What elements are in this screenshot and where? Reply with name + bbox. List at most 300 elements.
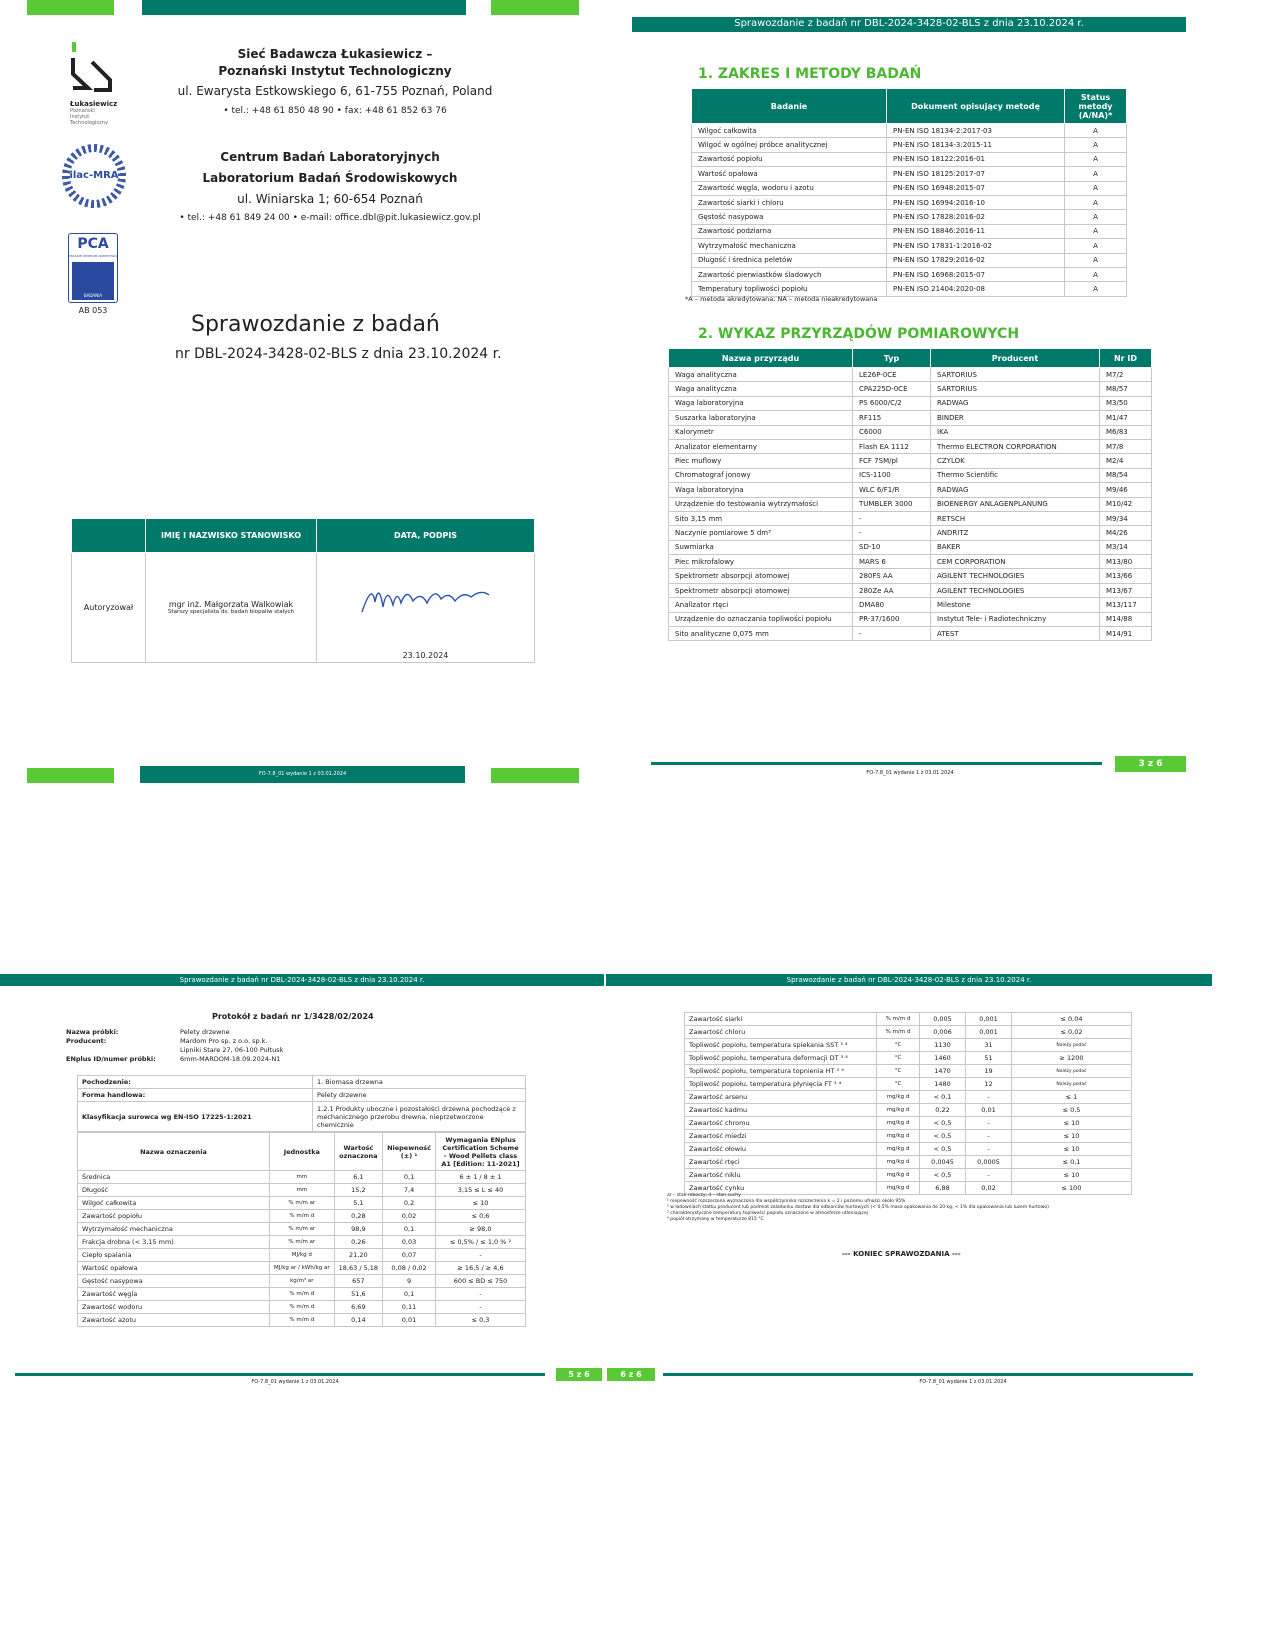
result-cell: Topliwość popiołu, temperatura topnienia HT ³ ⁴ — [685, 1065, 877, 1078]
methods-cell: PN-EN ISO 18125:2017-07 — [887, 167, 1065, 181]
result-cell: 12 — [966, 1078, 1012, 1091]
result-cell: ≥ 98,0 — [436, 1223, 526, 1236]
p3-footer-line — [651, 762, 1102, 765]
result-cell: 6,88 — [920, 1182, 966, 1195]
info-value-0: 1. Biomasa drzewna — [313, 1076, 526, 1089]
instrument-cell: LE26P-0CE — [853, 368, 931, 382]
instrument-cell: Waga laboratoryjna — [669, 396, 853, 410]
result-cell: % m/m d — [877, 1026, 920, 1039]
result-cell: ≤ 10 — [1012, 1130, 1132, 1143]
result-cell: ≤ 0,02 — [1012, 1026, 1132, 1039]
result-row — [78, 1210, 526, 1223]
result-cell: % m/m d — [877, 1013, 920, 1026]
result-row — [78, 1301, 526, 1314]
result-cell: Wytrzymałość mechaniczna — [78, 1223, 270, 1236]
header-bar-center — [142, 0, 466, 15]
result-cell: Zawartość popiołu — [78, 1210, 270, 1223]
meta-label-0: Nazwa próbki: — [66, 1028, 119, 1036]
methods-cell: A — [1065, 282, 1127, 296]
instrument-row — [669, 526, 1152, 540]
result-cell: 0,006 — [920, 1026, 966, 1039]
p6-running-header: Sprawozdanie z badań nr DBL-2024-3428-02-BLS z dnia 23.10.2024 r. — [606, 974, 1212, 986]
instrument-cell: PR-37/1600 — [853, 612, 931, 626]
result-cell: °C — [877, 1039, 920, 1052]
result-cell: ≤ 0,3 — [436, 1314, 526, 1327]
result-cell: 6 ± 1 / 8 ± 1 — [436, 1171, 526, 1184]
instrument-cell: M13/67 — [1100, 583, 1152, 597]
result-row — [685, 1078, 1132, 1091]
result-cell: % m/m ar — [270, 1223, 335, 1236]
methods-row — [692, 224, 1127, 238]
result-row — [685, 1052, 1132, 1065]
instrument-cell: M1/47 — [1100, 411, 1152, 425]
instruments-table — [668, 348, 1152, 641]
result-cell: Należy podać — [1012, 1078, 1132, 1091]
org-line-1: Sieć Badawcza Łukasiewicz – — [237, 47, 433, 61]
instrument-row — [669, 483, 1152, 497]
instrument-cell: BINDER — [931, 411, 1100, 425]
meta-value-1: Mardom Pro sp. z o.o. sp.k. — [180, 1037, 268, 1045]
result-cell: - — [966, 1091, 1012, 1104]
result-cell: Wartość opałowa — [78, 1262, 270, 1275]
instrument-cell: Urządzenie do testowania wytrzymałości — [669, 497, 853, 511]
logo-sub-1: Poznański — [70, 108, 95, 114]
result-cell: Zawartość siarki — [685, 1013, 877, 1026]
result-cell: °C — [877, 1052, 920, 1065]
result-cell: °C — [877, 1065, 920, 1078]
instrument-cell: Piec mikrofalowy — [669, 555, 853, 569]
auth-name: mgr inż. Małgorzata Walkowiak — [168, 600, 294, 609]
instrument-row — [669, 598, 1152, 612]
result-cell: - — [966, 1130, 1012, 1143]
instrument-cell: M13/80 — [1100, 555, 1152, 569]
instrument-cell: M4/26 — [1100, 526, 1152, 540]
meta-value-3: 6mm-MARDOM-18.09.2024-N1 — [180, 1055, 281, 1063]
result-cell: 0,22 — [920, 1104, 966, 1117]
result-row — [685, 1156, 1132, 1169]
result-cell: - — [436, 1249, 526, 1262]
instrument-cell: Instytut Tele- i Radiotechniczny — [931, 612, 1100, 626]
methods-cell: A — [1065, 167, 1127, 181]
auth-header-date: DATA, PODPIS — [317, 519, 535, 553]
result-cell: °C — [877, 1078, 920, 1091]
instrument-cell: RADWAG — [931, 396, 1100, 410]
instrument-cell: M9/46 — [1100, 483, 1152, 497]
result-cell: Gęstość nasypowa — [78, 1275, 270, 1288]
instrument-row — [669, 612, 1152, 626]
methods-cell: Zawartość podziarna — [692, 224, 887, 238]
result-cell: 0,0005 — [966, 1156, 1012, 1169]
result-cell: MJ/kg d — [270, 1249, 335, 1262]
instrument-cell: - — [853, 526, 931, 540]
result-cell: 0,26 — [334, 1236, 382, 1249]
report-subtitle: nr DBL-2024-3428-02-BLS z dnia 23.10.2024 r. — [175, 346, 502, 362]
result-cell: ≤ 0,5 — [1012, 1104, 1132, 1117]
methods-note: *A – metoda akredytowana; NA – metoda nieakredytowana — [685, 295, 878, 303]
footnote: ¹ niepewność rozszerzona wyznaczona dla współczynnika rozszerzenia k = 2 i poziomu ufności około 95% — [667, 1199, 906, 1204]
result-cell: Długość — [78, 1184, 270, 1197]
methods-cell: PN-EN ISO 17831-1:2016-02 — [887, 239, 1065, 253]
t1-head-1: Dokument opisujący metodę — [887, 89, 1065, 124]
info-value-2: 1.2.1 Produkty uboczne i pozostałości drzewna pochodzące z mechanicznego przerobu drewna, nieprzetworzone chemicznie — [313, 1102, 526, 1132]
methods-row — [692, 195, 1127, 209]
org-line-4: • tel.: +48 61 850 48 90 • fax: +48 61 852 63 76 — [223, 106, 447, 116]
instrument-cell: Kalorymetr — [669, 425, 853, 439]
result-row — [685, 1039, 1132, 1052]
methods-cell: A — [1065, 124, 1127, 138]
methods-cell: A — [1065, 210, 1127, 224]
methods-cell: PN-EN ISO 16968:2015-07 — [887, 267, 1065, 281]
result-cell: < 0,5 — [920, 1143, 966, 1156]
methods-row — [692, 239, 1127, 253]
t2-head-0: Nazwa przyrządu — [669, 349, 853, 368]
result-cell: - — [436, 1301, 526, 1314]
result-cell: Topliwość popiołu, temperatura spiekania SST ³ ⁴ — [685, 1039, 877, 1052]
result-cell: mg/kg d — [877, 1130, 920, 1143]
footer-bar-center — [140, 766, 465, 783]
result-cell: ≤ 1 — [1012, 1091, 1132, 1104]
methods-cell: PN-EN ISO 21404:2020-08 — [887, 282, 1065, 296]
logo-sub-2: Instytut — [70, 114, 90, 120]
result-row — [78, 1275, 526, 1288]
result-cell: mg/kg d — [877, 1104, 920, 1117]
result-cell: mg/kg d — [877, 1156, 920, 1169]
footer-bar-left — [27, 768, 114, 783]
pca-badania: BADANIA — [83, 293, 103, 298]
result-cell: 19 — [966, 1065, 1012, 1078]
auth-position: Starszy specjalista ds. badań biopaliw stałych — [168, 609, 294, 615]
result-cell: Topliwość popiołu, temperatura płynięcia FT ³ ⁴ — [685, 1078, 877, 1091]
t2-head-1: Typ — [853, 349, 931, 368]
footnote: ³ charakterystyczne temperatury topliwości popiołu oznaczone w atmosferze utleniającej — [667, 1211, 869, 1216]
instrument-cell: ICS-1100 — [853, 468, 931, 482]
instrument-row — [669, 540, 1152, 554]
header-bar-right — [491, 0, 579, 15]
result-cell: 3,15 ≤ L ≤ 40 — [436, 1184, 526, 1197]
instrument-cell: RF115 — [853, 411, 931, 425]
p5-footer-line — [15, 1373, 545, 1376]
result-cell: < 0,5 — [920, 1117, 966, 1130]
result-cell: mg/kg d — [877, 1117, 920, 1130]
result-cell: 51 — [966, 1052, 1012, 1065]
org-line-2: Poznański Instytut Technologiczny — [218, 64, 452, 78]
p6-page-number: 6 z 6 — [607, 1368, 655, 1381]
footnote: ar – stan roboczy; d – stan suchy — [667, 1193, 741, 1198]
info-label-0: Pochodzenie: — [78, 1076, 313, 1089]
results-table-2 — [684, 1012, 1132, 1195]
instrument-row — [669, 454, 1152, 468]
methods-cell: PN-EN ISO 18846:2016-11 — [887, 224, 1065, 238]
instrument-cell: PS 6000/C/2 — [853, 396, 931, 410]
instrument-cell: - — [853, 627, 931, 641]
t1-head-0: Badanie — [692, 89, 887, 124]
auth-header-name: IMIĘ I NAZWISKO STANOWISKO — [146, 519, 317, 553]
lab-line-3: ul. Winiarska 1; 60-654 Poznań — [237, 192, 423, 206]
result-cell: 0,28 — [334, 1210, 382, 1223]
result-cell: mm — [270, 1184, 335, 1197]
instrument-cell: Chromatograf jonowy — [669, 468, 853, 482]
result-cell: 98,9 — [334, 1223, 382, 1236]
result-cell: % m/m ar — [270, 1197, 335, 1210]
instrument-cell: Suwmiarka — [669, 540, 853, 554]
methods-row — [692, 167, 1127, 181]
instrument-cell: M13/66 — [1100, 569, 1152, 583]
instrument-cell: RETSCH — [931, 511, 1100, 525]
t2-head-2: Producent — [931, 349, 1100, 368]
result-cell: 0,005 — [920, 1013, 966, 1026]
instrument-cell: SARTORIUS — [931, 382, 1100, 396]
result-cell: < 0,5 — [920, 1169, 966, 1182]
result-cell: 0,02 — [966, 1182, 1012, 1195]
p3-form-footer: FO-7.8_01 wydanie 1 z 03.01.2024 — [866, 770, 954, 776]
result-cell: 1460 — [920, 1052, 966, 1065]
p5-page-number: 5 z 6 — [556, 1368, 602, 1381]
instrument-row — [669, 382, 1152, 396]
result-cell: < 0,1 — [920, 1091, 966, 1104]
pca-text: PCA — [77, 236, 109, 252]
methods-cell: A — [1065, 195, 1127, 209]
result-cell: ≤ 10 — [1012, 1143, 1132, 1156]
result-cell: 600 ≤ BD ≤ 750 — [436, 1275, 526, 1288]
instrument-cell: M9/34 — [1100, 511, 1152, 525]
result-cell: Zawartość wodoru — [78, 1301, 270, 1314]
methods-cell: Wytrzymałość mechaniczna — [692, 239, 887, 253]
result-row — [685, 1065, 1132, 1078]
ilac-text: ilac-MRA — [69, 170, 119, 181]
instrument-row — [669, 497, 1152, 511]
accreditation-number: AB 053 — [78, 306, 108, 315]
instrument-cell: Urządzenie do oznaczania topliwości popiołu — [669, 612, 853, 626]
ilac-mra-logo — [62, 144, 126, 208]
result-cell: % m/m ar — [270, 1236, 335, 1249]
footnote: ² w ładowniach statku producent lub podmiot zaladunku dostaw dla odbiorców hurtowych (< 0,5% masa opakowania do 20 kg, < 1% dla opakowania lub luzem hurtowo) — [667, 1205, 1049, 1210]
methods-cell: A — [1065, 253, 1127, 267]
instrument-cell: CEM CORPORATION — [931, 555, 1100, 569]
pca-subtext: POLSKIE CENTRUM AKREDYTACJI — [69, 254, 118, 258]
result-cell: - — [436, 1288, 526, 1301]
result-cell: 0,01 — [966, 1104, 1012, 1117]
instrument-cell: M8/54 — [1100, 468, 1152, 482]
result-cell: 51,6 — [334, 1288, 382, 1301]
instrument-cell: AGILENT TECHNOLOGIES — [931, 569, 1100, 583]
result-cell: 0,1 — [383, 1223, 436, 1236]
meta-value-2: Lipniki Stare 27, 06-100 Pułtusk — [180, 1046, 284, 1054]
result-cell: Zawartość cynku — [685, 1182, 877, 1195]
result-cell: ≥ 16,5 / ≥ 4,6 — [436, 1262, 526, 1275]
authorization-table — [71, 518, 535, 663]
p5-form-footer: FO-7.8_01 wydanie 1 z 03.01.2024 — [251, 1379, 339, 1385]
methods-cell: Wilgoć całkowita — [692, 124, 887, 138]
result-cell: Zawartość chromu — [685, 1117, 877, 1130]
result-cell: ≤ 0,5% / ≤ 1,0 % ² — [436, 1236, 526, 1249]
result-row — [78, 1236, 526, 1249]
methods-cell: Wilgoć w ogólnej próbce analitycznej — [692, 138, 887, 152]
instrument-cell: Waga analityczna — [669, 368, 853, 382]
methods-cell: PN-EN ISO 16948:2015-07 — [887, 181, 1065, 195]
instrument-cell: TUMBLER 3000 — [853, 497, 931, 511]
p3-running-header: Sprawozdanie z badań nr DBL-2024-3428-02-BLS z dnia 23.10.2024 r. — [632, 17, 1186, 32]
instrument-cell: MARS 6 — [853, 555, 931, 569]
result-cell: ≤ 0,1 — [1012, 1156, 1132, 1169]
result-cell: 0,07 — [383, 1249, 436, 1262]
lab-line-4: • tel.: +48 61 849 24 00 • e-mail: office.dbl@pit.lukasiewicz.gov.pl — [179, 213, 481, 223]
result-cell: 18,63 / 5,18 — [334, 1262, 382, 1275]
result-row — [685, 1130, 1132, 1143]
result-cell: % m/m d — [270, 1210, 335, 1223]
methods-cell: Zawartość pierwiastków śladowych — [692, 267, 887, 281]
result-cell: mg/kg d — [877, 1182, 920, 1195]
result-row — [685, 1169, 1132, 1182]
result-cell: 1480 — [920, 1078, 966, 1091]
methods-cell: PN-EN ISO 18134-2:2017-03 — [887, 124, 1065, 138]
instrument-cell: Spektrometr absorpcji atomowej — [669, 583, 853, 597]
instrument-cell: DMA80 — [853, 598, 931, 612]
methods-cell: A — [1065, 239, 1127, 253]
result-cell: mm — [270, 1171, 335, 1184]
instrument-cell: M14/88 — [1100, 612, 1152, 626]
instrument-cell: CPA225D-0CE — [853, 382, 931, 396]
instrument-cell: M7/2 — [1100, 368, 1152, 382]
instrument-cell: Thermo ELECTRON CORPORATION — [931, 439, 1100, 453]
info-value-1: Pelety drzewne — [313, 1089, 526, 1102]
instrument-cell: ATEST — [931, 627, 1100, 641]
results-table-1 — [77, 1132, 526, 1327]
result-cell: 0,001 — [966, 1013, 1012, 1026]
instrument-cell: M8/57 — [1100, 382, 1152, 396]
p1-form-footer: FO-7.8_01 wydanie 1 z 03.01.2024 — [258, 771, 347, 777]
result-cell: 15,2 — [334, 1184, 382, 1197]
instrument-cell: M3/14 — [1100, 540, 1152, 554]
t5-head-3: Niepewność (±) ¹ — [383, 1133, 436, 1171]
methods-row — [692, 253, 1127, 267]
result-cell: kg/m³ ar — [270, 1275, 335, 1288]
p5-running-header: Sprawozdanie z badań nr DBL-2024-3428-02-BLS z dnia 23.10.2024 r. — [0, 974, 604, 986]
instrument-row — [669, 627, 1152, 641]
result-cell: 0,03 — [383, 1236, 436, 1249]
auth-role: Autoryzował — [72, 553, 146, 663]
instrument-cell: Spektrometr absorpcji atomowej — [669, 569, 853, 583]
meta-value-0: Pelety drzewne — [180, 1028, 230, 1036]
result-cell: Zawartość ołowiu — [685, 1143, 877, 1156]
result-cell: 1130 — [920, 1039, 966, 1052]
result-row — [78, 1184, 526, 1197]
result-cell: 9 — [383, 1275, 436, 1288]
result-cell: % m/m d — [270, 1314, 335, 1327]
info-label-2: Klasyfikacja surowca wg EN-ISO 17225-1:2021 — [78, 1102, 313, 1132]
lukasiewicz-logo — [70, 42, 120, 124]
result-row — [78, 1197, 526, 1210]
t2-head-3: Nr ID — [1100, 349, 1152, 368]
methods-cell: Długość i średnica peletów — [692, 253, 887, 267]
result-row — [685, 1104, 1132, 1117]
protocol-title: Protokół z badań nr 1/3428/02/2024 — [212, 1012, 374, 1021]
methods-cell: PN-EN ISO 18134-3:2015-11 — [887, 138, 1065, 152]
methods-cell: A — [1065, 138, 1127, 152]
result-cell: 0,1 — [383, 1288, 436, 1301]
instrument-row — [669, 368, 1152, 382]
instrument-cell: Sito 3,15 mm — [669, 511, 853, 525]
methods-cell: PN-EN ISO 16994:2016-10 — [887, 195, 1065, 209]
instrument-cell: M6/83 — [1100, 425, 1152, 439]
instrument-cell: BAKER — [931, 540, 1100, 554]
instrument-cell: C6000 — [853, 425, 931, 439]
t5-head-1: Jednostka — [270, 1133, 335, 1171]
result-cell: 0,001 — [966, 1026, 1012, 1039]
methods-cell: A — [1065, 224, 1127, 238]
result-cell: Zawartość azotu — [78, 1314, 270, 1327]
instrument-cell: M2/4 — [1100, 454, 1152, 468]
result-row — [78, 1262, 526, 1275]
result-row — [685, 1091, 1132, 1104]
result-cell: Zawartość chloru — [685, 1026, 877, 1039]
instrument-cell: FCF 7SM/pl — [853, 454, 931, 468]
instrument-cell: Waga analityczna — [669, 382, 853, 396]
result-cell: Wilgoć całkowita — [78, 1197, 270, 1210]
result-cell: mg/kg d — [877, 1091, 920, 1104]
result-cell: 21,20 — [334, 1249, 382, 1262]
instrument-cell: Thermo Scientific — [931, 468, 1100, 482]
result-cell: Należy podać — [1012, 1039, 1132, 1052]
instrument-cell: Naczynie pomiarowe 5 dm³ — [669, 526, 853, 540]
methods-row — [692, 124, 1127, 138]
instrument-cell: M13/117 — [1100, 598, 1152, 612]
result-cell: ≤ 0,6 — [436, 1210, 526, 1223]
instrument-cell: Analizator elementarny — [669, 439, 853, 453]
result-cell: 7,4 — [383, 1184, 436, 1197]
signature — [357, 577, 497, 617]
result-cell: Ciepło spalania — [78, 1249, 270, 1262]
methods-row — [692, 210, 1127, 224]
result-row — [685, 1013, 1132, 1026]
sample-meta — [66, 1028, 283, 1064]
result-cell: ≤ 10 — [1012, 1117, 1132, 1130]
instrument-row — [669, 583, 1152, 597]
methods-row — [692, 181, 1127, 195]
result-cell: - — [966, 1117, 1012, 1130]
result-row — [78, 1223, 526, 1236]
meta-label-1: Producent: — [66, 1037, 107, 1045]
sample-info-table — [77, 1075, 526, 1132]
result-row — [78, 1288, 526, 1301]
methods-cell: Temperatury topliwości popiołu — [692, 282, 887, 296]
result-row — [685, 1026, 1132, 1039]
logo-name: Łukasiewicz — [70, 100, 118, 108]
methods-cell: A — [1065, 152, 1127, 166]
instrument-row — [669, 468, 1152, 482]
methods-cell: PN-EN ISO 18122:2016-01 — [887, 152, 1065, 166]
t1-head-2: Status metody (A/NA)* — [1065, 89, 1127, 124]
result-row — [78, 1171, 526, 1184]
instrument-row — [669, 555, 1152, 569]
p6-footer-line — [663, 1373, 1193, 1376]
footer-bar-right — [491, 768, 579, 783]
result-cell: Zawartość niklu — [685, 1169, 877, 1182]
t5-head-0: Nazwa oznaczenia — [78, 1133, 270, 1171]
result-cell: MJ/kg ar / kWh/kg ar — [270, 1262, 335, 1275]
lab-line-1: Centrum Badań Laboratoryjnych — [220, 150, 440, 164]
methods-cell: Zawartość węgla, wodoru i azotu — [692, 181, 887, 195]
instrument-cell: Piec muflowy — [669, 454, 853, 468]
instrument-cell: Sito analityczne 0,075 mm — [669, 627, 853, 641]
instrument-cell: AGILENT TECHNOLOGIES — [931, 583, 1100, 597]
lab-line-2: Laboratorium Badań Środowiskowych — [202, 171, 458, 185]
methods-cell: PN-EN ISO 17829:2016-02 — [887, 253, 1065, 267]
methods-cell: PN-EN ISO 17828:2016-02 — [887, 210, 1065, 224]
methods-row — [692, 152, 1127, 166]
end-of-report: --- KONIEC SPRAWOZDANIA --- — [842, 1250, 961, 1258]
instrument-cell: SD-10 — [853, 540, 931, 554]
methods-cell: Gęstość nasypowa — [692, 210, 887, 224]
